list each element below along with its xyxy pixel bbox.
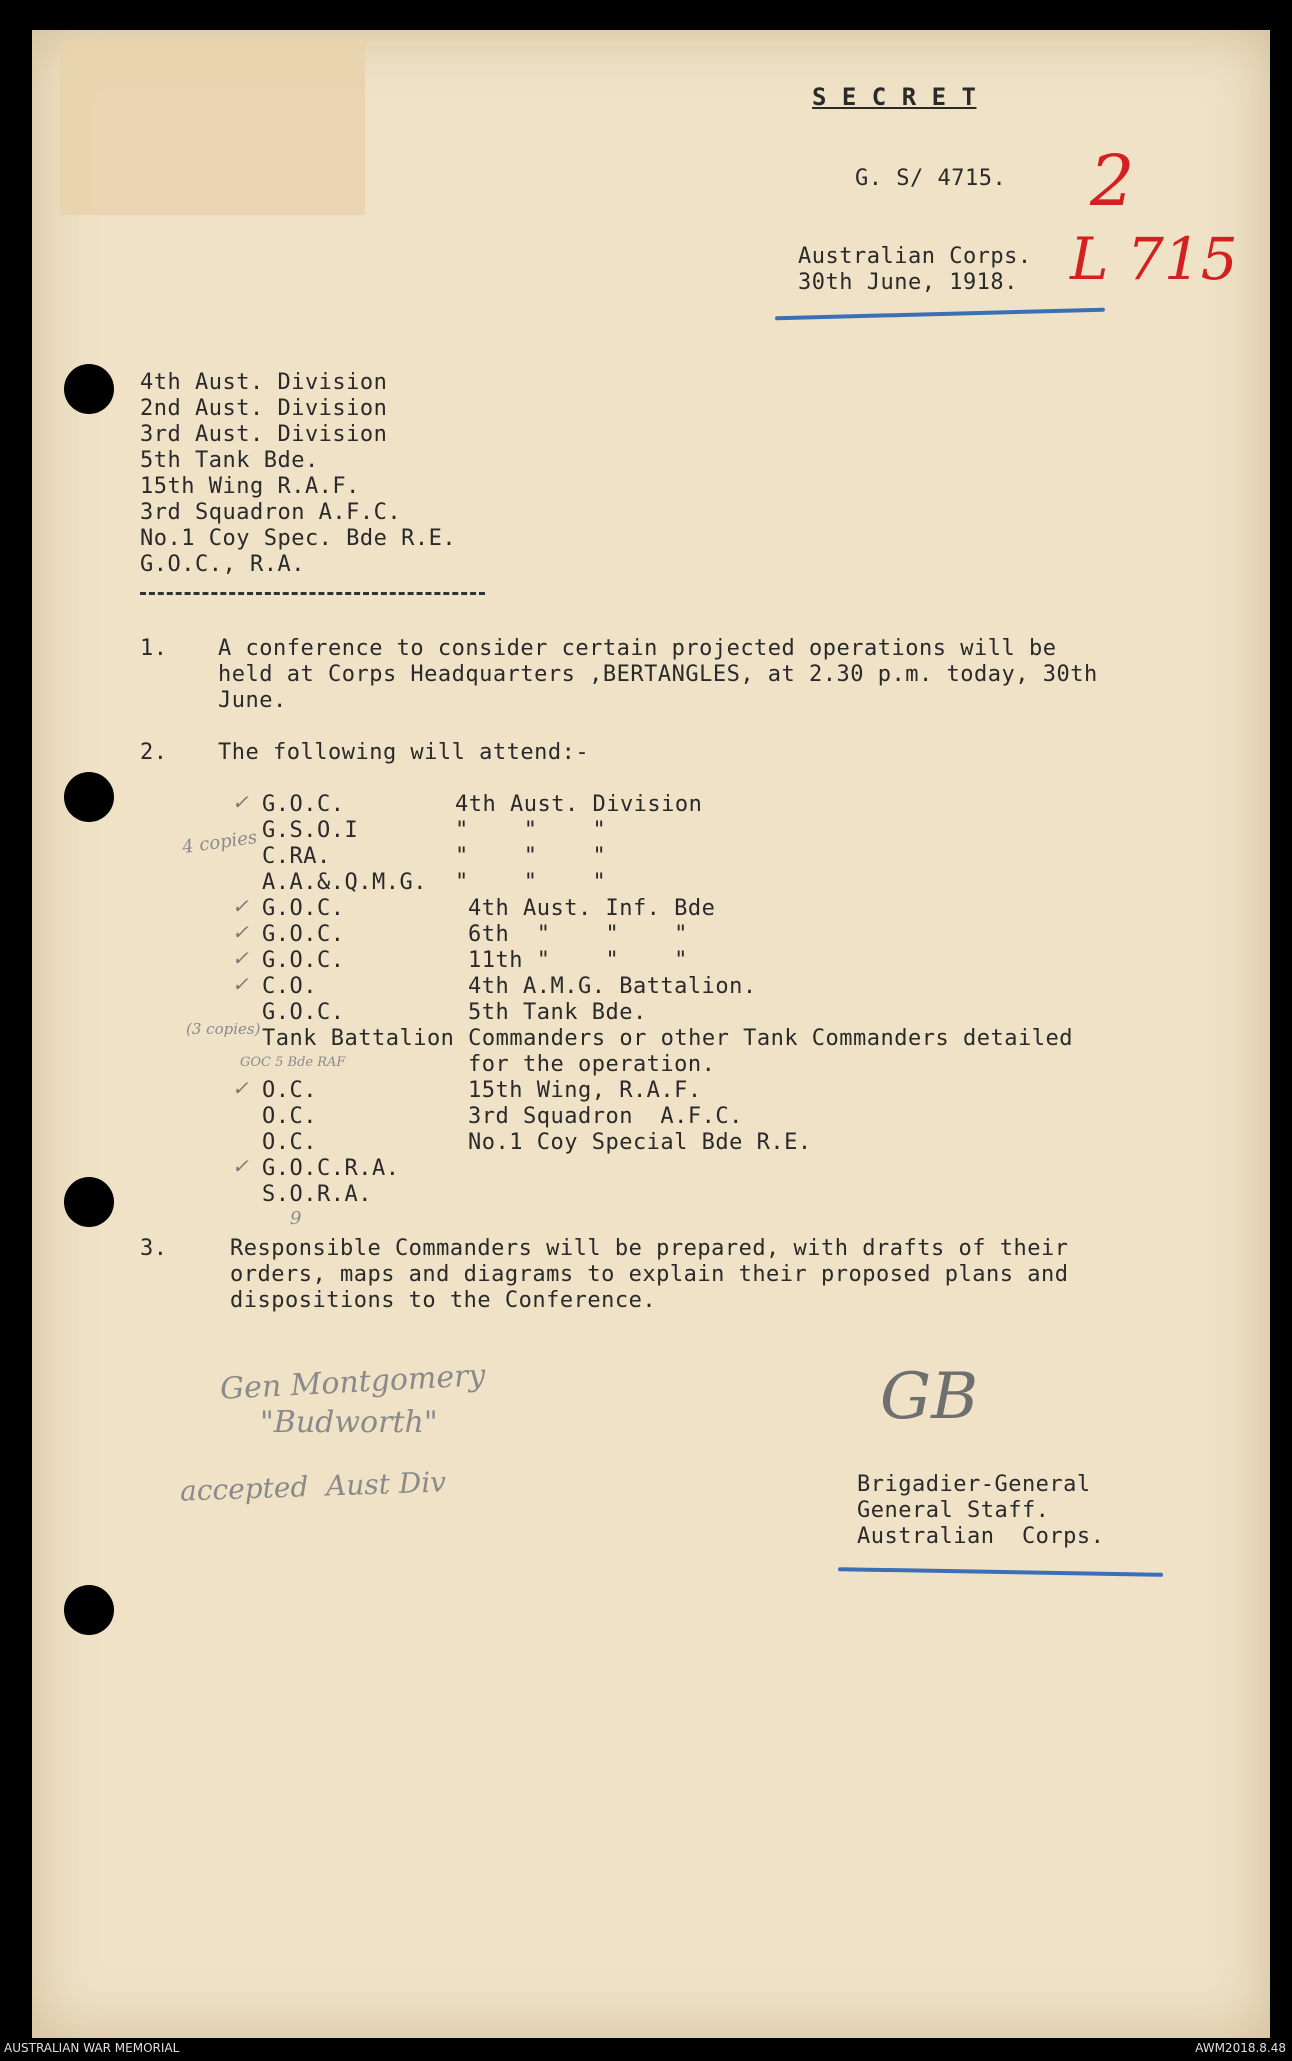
para3-line: orders, maps and diagrams to explain their proposed plans and	[230, 1262, 1069, 1287]
attendee-role: O.C.	[262, 1104, 317, 1129]
pencil-note: Gen Montgomery	[219, 1358, 487, 1407]
pencil-note: "Budworth"	[260, 1405, 438, 1440]
reference-number: G. S/ 4715.	[855, 166, 1007, 191]
para3-line: Responsible Commanders will be prepared, with drafts of their	[230, 1236, 1069, 1261]
attendee-unit: 4th A.M.G. Battalion.	[468, 974, 757, 999]
attendee-unit: No.1 Coy Special Bde R.E.	[468, 1130, 812, 1155]
attendee-role: G.S.O.I	[262, 818, 359, 843]
attendee-unit: 3rd Squadron A.F.C.	[468, 1104, 743, 1129]
attendee-role: G.O.C.	[262, 948, 345, 973]
check-icon: ✓	[232, 894, 249, 918]
addressee: 3rd Squadron A.F.C.	[140, 500, 402, 525]
addressee: 4th Aust. Division	[140, 370, 388, 395]
attendee-unit: " " "	[455, 818, 607, 843]
addressee: 5th Tank Bde.	[140, 448, 319, 473]
signature-title: General Staff.	[857, 1498, 1050, 1523]
punch-hole	[64, 1177, 114, 1227]
secret-heading: S E C R E T	[812, 83, 977, 111]
check-icon: ✓	[232, 946, 249, 970]
attendee-role: G.O.C.	[262, 792, 345, 817]
attendee-role: G.O.C.	[262, 922, 345, 947]
tank-commanders-line: for the operation.	[468, 1052, 716, 1077]
attendee-unit: 5th Tank Bde.	[468, 1000, 647, 1025]
signature: GB	[880, 1360, 979, 1434]
check-icon: ✓	[232, 790, 249, 814]
attendee-role: G.O.C.	[262, 896, 345, 921]
attendee-role: G.O.C.	[262, 1000, 345, 1025]
attendee-unit: " " "	[455, 870, 607, 895]
tape-residue	[60, 40, 365, 215]
addressee: G.O.C., R.A.	[140, 552, 305, 577]
pencil-note: (3 copies)	[186, 1020, 261, 1038]
attendee-role: C.RA.	[262, 844, 331, 869]
pencil-note: GOC 5 Bde RAF	[240, 1055, 346, 1070]
red-mark-top: 2	[1090, 140, 1135, 222]
para1-line: held at Corps Headquarters ,BERTANGLES, at 2.30 p.m. today, 30th	[218, 662, 1098, 687]
pencil-note: 9	[290, 1208, 302, 1229]
pencil-note: 4 copies	[180, 826, 259, 859]
check-icon: ✓	[232, 1154, 249, 1178]
addressee: 3rd Aust. Division	[140, 422, 388, 447]
date-line: 30th June, 1918.	[798, 270, 1018, 295]
attendee-unit: 15th Wing, R.A.F.	[468, 1078, 702, 1103]
attendee-role: O.C.	[262, 1130, 317, 1155]
attendee-role: A.A.&.Q.M.G.	[262, 870, 427, 895]
attendee-role: O.C.	[262, 1078, 317, 1103]
para-number: 3.	[140, 1236, 168, 1261]
addressee: No.1 Coy Spec. Bde R.E.	[140, 526, 457, 551]
para1-line: June.	[218, 688, 287, 713]
para-number: 2.	[140, 740, 168, 765]
punch-hole	[64, 364, 114, 414]
addressee: 15th Wing R.A.F.	[140, 474, 360, 499]
punch-hole	[64, 1585, 114, 1635]
attendee-role: S.O.R.A.	[262, 1182, 372, 1207]
origin-line: Australian Corps.	[798, 244, 1032, 269]
para-number: 1.	[140, 636, 168, 661]
footer-credit: AUSTRALIAN WAR MEMORIAL	[4, 2041, 180, 2055]
attendee-unit: 4th Aust. Inf. Bde	[468, 896, 716, 921]
punch-hole	[64, 772, 114, 822]
attendee-unit: 6th " " "	[468, 922, 688, 947]
footer-accession: AWM2018.8.48	[1195, 2041, 1286, 2055]
attendee-unit: 4th Aust. Division	[455, 792, 703, 817]
check-icon: ✓	[232, 972, 249, 996]
addressee: 2nd Aust. Division	[140, 396, 388, 421]
signature-title: Brigadier-General	[857, 1472, 1091, 1497]
attendee-unit: " " "	[455, 844, 607, 869]
para2-intro: The following will attend:-	[218, 740, 590, 765]
signature-title: Australian Corps.	[857, 1524, 1105, 1549]
red-mark: L 715	[1070, 225, 1238, 293]
attendee-unit: 11th " " "	[468, 948, 688, 973]
attendee-role: C.O.	[262, 974, 317, 999]
pencil-note: accepted Aust Div	[179, 1465, 447, 1508]
divider	[140, 592, 485, 595]
para3-line: dispositions to the Conference.	[230, 1288, 657, 1313]
attendee-role: G.O.C.R.A.	[262, 1156, 400, 1181]
para1-line: A conference to consider certain projected operations will be	[218, 636, 1057, 661]
check-icon: ✓	[232, 1076, 249, 1100]
tank-commanders-line: Tank Battalion Commanders or other Tank Commanders detailed	[262, 1026, 1073, 1051]
check-icon: ✓	[232, 920, 249, 944]
